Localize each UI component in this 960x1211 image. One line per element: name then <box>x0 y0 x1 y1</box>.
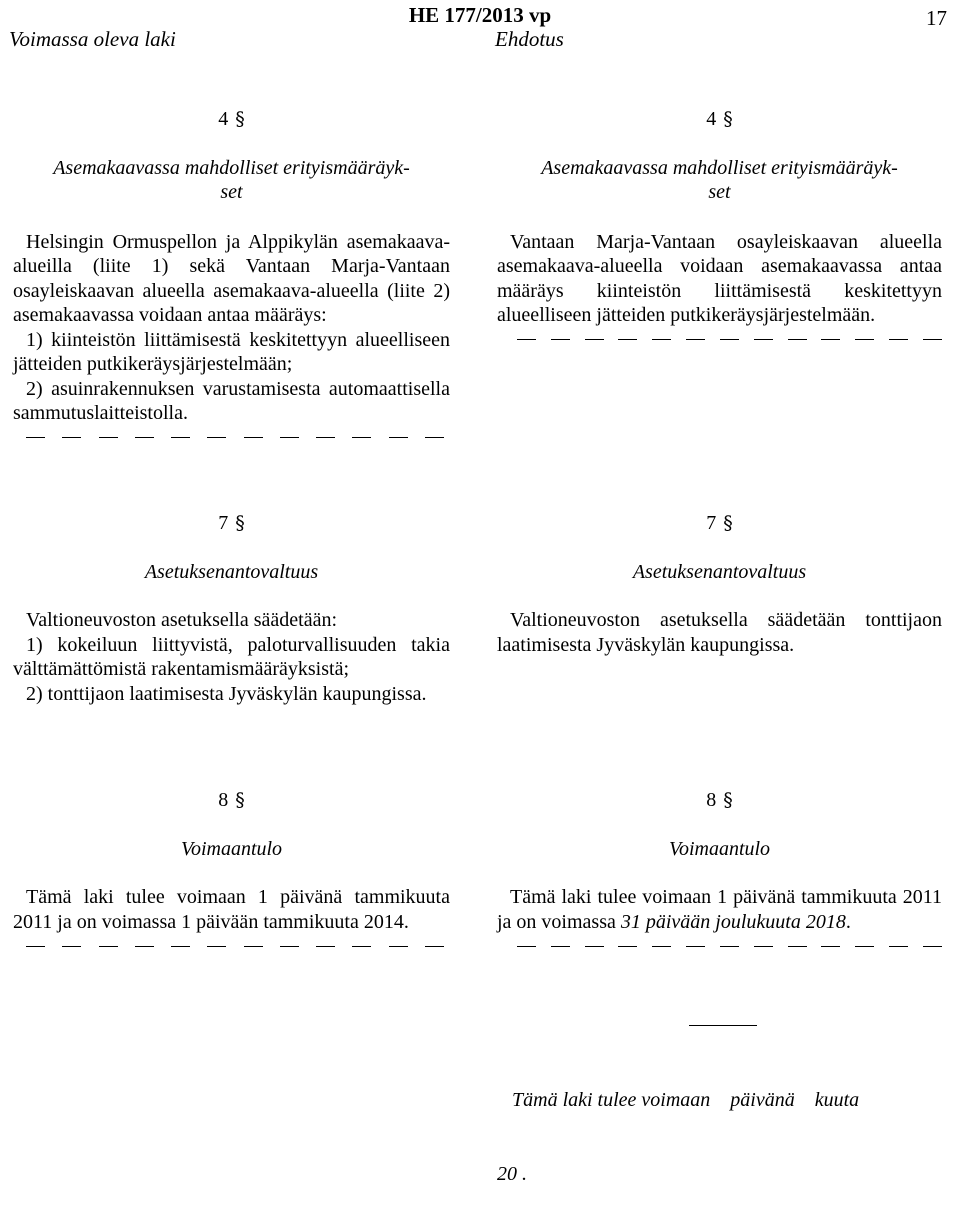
section-num: 4 <box>706 108 717 130</box>
section-paragraph: Tämä laki tulee voimaan 1 päivänä tammikuuta 2011 ja on voimassa 1 päivään tammikuuta 2014. <box>13 886 450 933</box>
section-number <box>497 511 942 536</box>
document-id: HE 177/2013 vp <box>408 3 552 27</box>
section-symbol: § <box>235 512 245 534</box>
section-symbol: § <box>235 108 245 130</box>
list-item: 1) kiinteistön liittämisestä keskitettyyn alueelliseen jätteiden putkikeräysjärjestelmään; <box>13 328 450 375</box>
section-number <box>497 107 942 132</box>
section-symbol: § <box>235 789 245 811</box>
paragraph-end: . <box>845 910 851 933</box>
section-heading: Voimaantulo <box>668 837 771 860</box>
list-item: 2) tonttijaon laatimisesta Jyväskylän kaupungissa. <box>26 682 427 705</box>
current-law-column-label: Voimassa oleva laki <box>9 27 176 51</box>
section-num: 8 <box>218 789 229 811</box>
section-heading-line: Asemakaavassa mahdolliset erityismääräyk- <box>53 156 410 179</box>
left-section-8 <box>13 788 450 958</box>
section-paragraph: Vantaan Marja-Vantaan osayleiskaavan alueella asemakaava-alueella voidaan asemakaavassa antaa määräys kiinteistön liittämisestä keskitettyyn alueelliseen jätteiden putkikeräysjärjestelmään. <box>497 230 942 326</box>
section-heading-line: set <box>220 181 243 203</box>
section-symbol: § <box>723 512 733 534</box>
omission-dashes <box>497 934 942 958</box>
section-paragraph: Valtioneuvoston asetuksella säädetään: <box>26 609 338 631</box>
section-paragraph: Valtioneuvoston asetuksella säädetään tonttijaon laatimisesta Jyväskylän kaupungissa. <box>497 609 942 656</box>
section-heading: Voimaantulo <box>180 837 283 860</box>
section-number <box>13 107 450 132</box>
section-heading <box>497 156 942 205</box>
section-num: 8 <box>706 789 717 811</box>
section-paragraph: Helsingin Ormuspellon ja Alppikylän asemakaava-alueilla (liite 1) sekä Vantaan Marja-Vantaan osayleiskaavan alueella asemakaava-alueella (liite 2) asemakaavassa voidaan antaa määräys: <box>13 230 450 326</box>
enactment-line: Tämä laki tulee voimaan päivänä kuuta <box>512 1089 860 1111</box>
section-heading <box>13 156 450 205</box>
left-section-4 <box>13 107 450 450</box>
proposal-column-label: Ehdotus <box>495 27 564 51</box>
section-number <box>497 788 942 813</box>
paragraph-text: Tämä laki tulee voimaan 1 päivänä tammikuuta 2011 ja on voimassa <box>497 886 942 933</box>
omission-dashes <box>13 426 450 450</box>
omission-dashes <box>13 934 450 958</box>
section-num: 7 <box>706 512 717 534</box>
left-section-7 <box>13 511 450 706</box>
omission-dashes <box>497 328 942 352</box>
separator-rule <box>689 1025 757 1026</box>
right-section-7 <box>497 511 942 657</box>
section-heading-line: set <box>708 181 731 203</box>
section-number <box>13 511 450 536</box>
enactment-line: 20 . <box>497 1162 527 1185</box>
section-heading-line: Asemakaavassa mahdolliset erityismääräyk- <box>541 156 898 179</box>
list-item: 2) asuinrakennuksen varustamisesta automaattisella sammutuslaitteistolla. <box>13 377 450 424</box>
enactment-clause <box>497 1039 952 1211</box>
section-number <box>13 788 450 813</box>
section-num: 4 <box>218 108 229 130</box>
list-item: 1) kokeiluun liittyvistä, paloturvallisuuden takia välttämättömistä rakentamismääräyksistä; <box>13 633 450 680</box>
page-number: 17 <box>926 6 947 30</box>
section-symbol: § <box>723 108 733 130</box>
amended-text: 31 päivään joulukuuta 2018 <box>620 910 846 933</box>
section-heading: Asetuksenantovaltuus <box>632 560 807 583</box>
section-num: 7 <box>218 512 229 534</box>
section-symbol: § <box>723 789 733 811</box>
section-heading: Asetuksenantovaltuus <box>144 560 319 583</box>
section-paragraph <box>497 885 942 934</box>
right-section-4 <box>497 107 942 352</box>
right-section-8 <box>497 788 942 958</box>
